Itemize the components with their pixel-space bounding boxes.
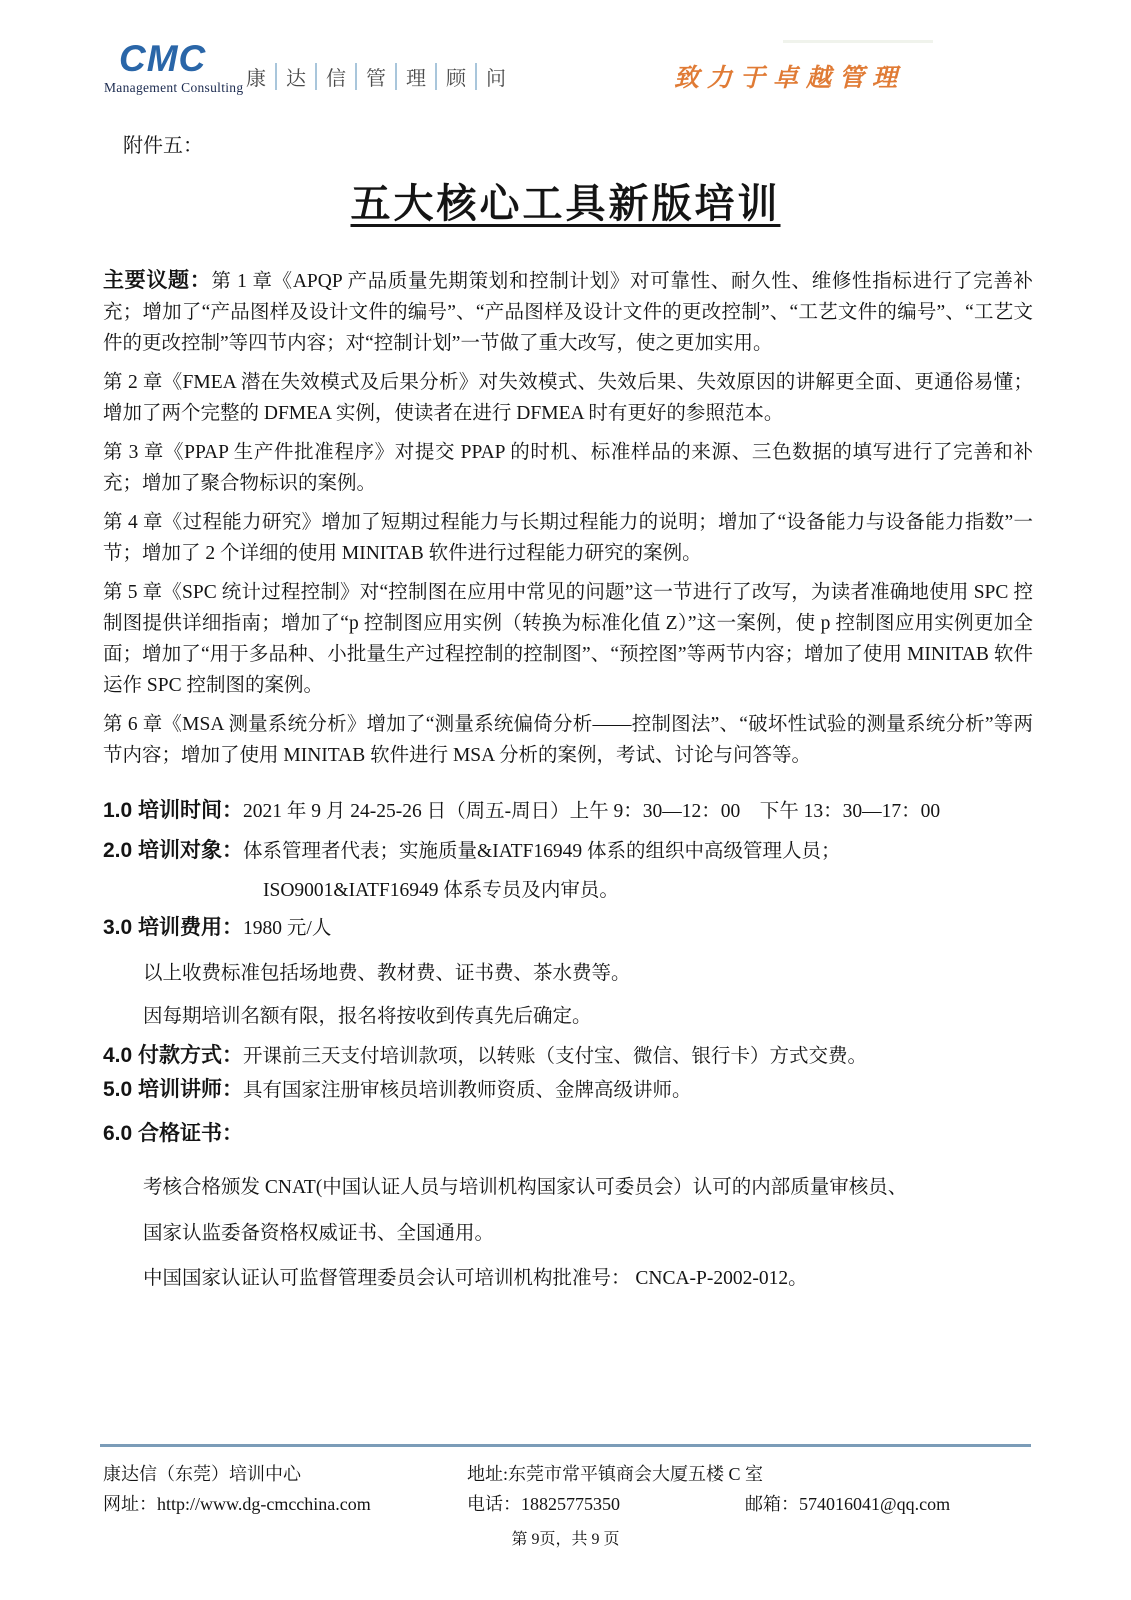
brand-char: 康 xyxy=(246,67,266,90)
training-audience-label: 2.0 培训对象： xyxy=(103,839,244,862)
footer-address: 地址:东莞市常平镇商会大厦五楼 C 室 xyxy=(467,1464,764,1484)
brand-char: 理 xyxy=(406,67,426,90)
training-time-value: 2021 年 9 月 24-25-26 日（周五-周日）上午 9：30—12：00 下午 13：30—17：00 xyxy=(243,801,941,822)
certificate-line-3: 中国国家认证认可监督管理委员会认可培训机构批准号： CNCA-P-2002-012。 xyxy=(143,1268,808,1289)
training-fee-section xyxy=(103,912,1033,944)
trainer-value: 具有国家注册审核员培训教师资质、金牌高级讲师。 xyxy=(243,1080,692,1101)
faint-rule xyxy=(783,40,933,43)
fee-note-2: 因每期培训名额有限，报名将按收到传真先后确定。 xyxy=(143,1006,592,1027)
fee-note-1: 以上收费标准包括场地费、教材费、证书费、茶水费等。 xyxy=(143,963,631,984)
footer-website: 网址：http://www.dg-cmcchina.com xyxy=(103,1494,371,1514)
company-slogan: 致力于卓越管理 xyxy=(673,65,905,92)
trainer-section xyxy=(103,1074,1033,1106)
document-title: 五大核心工具新版培训 xyxy=(350,181,781,226)
chapter-2-paragraph: 第 2 章《FMEA 潜在失效模式及后果分析》对失效模式、失效后果、失效原因的讲解更全面、更通俗易懂；增加了两个完整的 DFMEA 实例，使读者在进行 DFMEA 时有更好的参照范本。 xyxy=(103,372,1033,424)
training-audience-value: 体系管理者代表；实施质量&IATF16949 体系的组织中高级管理人员； xyxy=(243,841,841,862)
logo-subtitle: Management Consulting xyxy=(104,80,244,95)
document-body xyxy=(103,265,1033,1294)
training-audience-section xyxy=(103,835,1033,867)
footer-center-name: 康达信（东莞）培训中心 xyxy=(103,1464,301,1484)
certificate-line-2: 国家认监委备资格权威证书、全国通用。 xyxy=(143,1223,495,1244)
training-time-label: 1.0 培训时间： xyxy=(103,799,244,822)
payment-value: 开课前三天支付培训款项，以转账（支付宝、微信、银行卡）方式交费。 xyxy=(243,1046,868,1067)
topics-label: 主要议题： xyxy=(103,269,212,292)
page-number: 第 9页，共 9 页 xyxy=(511,1531,620,1548)
chapter-3-paragraph: 第 3 章《PPAP 生产件批准程序》对提交 PPAP 的时机、标准样品的来源、三色数据的填写进行了完善和补充；增加了聚合物标识的案例。 xyxy=(103,442,1033,494)
chapter-5-paragraph: 第 5 章《SPC 统计过程控制》对“控制图在应用中常见的问题”这一节进行了改写，为读者准确地使用 SPC 控制图提供详细指南；增加了“p 控制图应用实例（转换为标准化值 Z）”这一案例，使 p 控制图应用实例更加全面；增加了“用于多品种、小批量生产过程控制的控制图”、“预控图”等两节内容；增加了使用 MINITAB 软件运作 SPC 控制图的案例。 xyxy=(103,582,1033,696)
payment-label: 4.0 付款方式： xyxy=(103,1044,244,1067)
brand-char: 问 xyxy=(486,67,506,90)
chapter-1-text: 第 1 章《APQP 产品质量先期策划和控制计划》对可靠性、耐久性、维修性指标进行了完善补充；增加了“产品图样及设计文件的编号”、“产品图样及设计文件的更改控制”、“工艺文件的编号”、“工艺文件的更改控制”等四节内容；对“控制计划”一节做了重大改写，使之更加实用。 xyxy=(103,271,1034,354)
brand-char: 顾 xyxy=(446,67,466,90)
certificate-line-1: 考核合格颁发 CNAT(中国认证人员与培训机构国家认可委员会）认可的内部质量审核员、 xyxy=(143,1177,908,1198)
certificate-heading xyxy=(103,1118,1033,1150)
trainer-label: 5.0 培训讲师： xyxy=(103,1078,244,1101)
training-fee-value: 1980 元/人 xyxy=(243,918,332,939)
footer-divider xyxy=(100,1444,1031,1447)
chapter-4-paragraph: 第 4 章《过程能力研究》增加了短期过程能力与长期过程能力的说明；增加了“设备能力与设备能力指数”一节；增加了 2 个详细的使用 MINITAB 软件进行过程能力研究的案例。 xyxy=(103,512,1033,564)
footer-phone: 电话：18825775350 xyxy=(467,1494,620,1514)
attachment-label: 附件五： xyxy=(123,135,203,157)
certificate-label: 6.0 合格证书： xyxy=(103,1122,244,1145)
training-audience-line-2: ISO9001&IATF16949 体系专员及内审员。 xyxy=(263,880,619,901)
payment-section xyxy=(103,1040,1033,1072)
brand-char: 达 xyxy=(286,67,306,90)
training-time-section xyxy=(103,795,1033,827)
brand-name-row xyxy=(237,58,515,94)
topics-paragraph xyxy=(103,265,1033,359)
training-fee-label: 3.0 培训费用： xyxy=(103,916,244,939)
cmc-logo: CMC xyxy=(119,38,207,79)
brand-char: 管 xyxy=(366,67,386,90)
brand-char: 信 xyxy=(326,67,346,90)
footer-email: 邮箱：574016041@qq.com xyxy=(745,1494,951,1514)
chapter-6-paragraph: 第 6 章《MSA 测量系统分析》增加了“测量系统偏倚分析——控制图法”、“破坏性试验的测量系统分析”等两节内容；增加了使用 MINITAB 软件进行 MSA 分析的案例，考试、讨论与问答等。 xyxy=(103,714,1033,766)
